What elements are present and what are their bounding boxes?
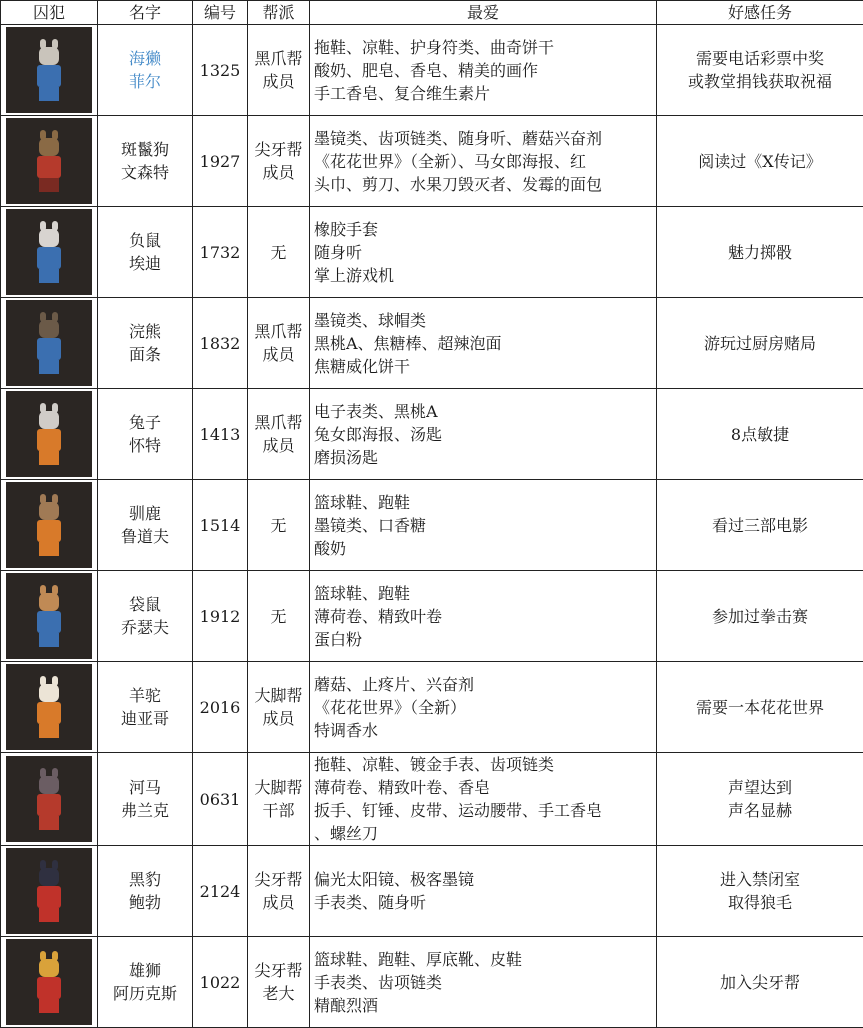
- name-cell: [98, 298, 193, 389]
- name-cell: [98, 571, 193, 662]
- name-cell: [98, 207, 193, 298]
- favorites-cell: [310, 937, 657, 1028]
- quest-cell: [657, 298, 863, 389]
- number-cell: 1514: [193, 480, 248, 571]
- name-line: 迪亚哥: [98, 707, 192, 730]
- favorites-cell: [310, 753, 657, 846]
- favorites-line: 精酿烈酒: [314, 994, 656, 1017]
- favorites-line: 酸奶、肥皂、香皂、精美的画作: [314, 59, 656, 82]
- number-cell: 2016: [193, 662, 248, 753]
- number-cell: 1022: [193, 937, 248, 1028]
- header-row: [1, 1, 863, 25]
- prisoner-cell: [1, 937, 98, 1028]
- hyena-portrait: [6, 118, 92, 204]
- favorites-line: 《花花世界》（全新）: [314, 696, 656, 719]
- portrait-body: [37, 702, 61, 724]
- favorites-line: 墨镜类、口香糖: [314, 514, 656, 537]
- panther-portrait: [6, 848, 92, 934]
- quest-cell: [657, 662, 863, 753]
- favorites-cell: [310, 480, 657, 571]
- quest-line: 声望达到: [657, 776, 863, 799]
- quest-line: 声名显赫: [657, 799, 863, 822]
- quest-cell: [657, 846, 863, 937]
- favorites-line: 手工香皂、复合维生素片: [314, 82, 656, 105]
- portrait-head: [39, 959, 59, 977]
- favorites-line: 随身听: [314, 241, 656, 264]
- quest-cell: [657, 116, 863, 207]
- quest-line: 魅力掷骰: [657, 241, 863, 264]
- favorites-line: 篮球鞋、跑鞋: [314, 582, 656, 605]
- prisoner-cell: [1, 753, 98, 846]
- quest-line: 看过三部电影: [657, 514, 863, 537]
- table-row: [1, 937, 863, 1028]
- header-favorites: 最爱: [310, 1, 657, 25]
- gang-line: 成员: [248, 343, 309, 366]
- portrait-legs: [39, 451, 59, 465]
- portrait-body: [37, 977, 61, 999]
- portrait-legs: [39, 360, 59, 374]
- table-row: [1, 207, 863, 298]
- name-line: 怀特: [98, 434, 192, 457]
- quest-cell: [657, 937, 863, 1028]
- gang-line: 无: [248, 514, 309, 537]
- portrait-body: [37, 429, 61, 451]
- gang-cell: [248, 298, 310, 389]
- favorites-line: 酸奶: [314, 537, 656, 560]
- number-cell: 2124: [193, 846, 248, 937]
- prisoner-cell: [1, 480, 98, 571]
- table-row: [1, 389, 863, 480]
- favorites-line: 偏光太阳镜、极客墨镜: [314, 868, 656, 891]
- name-line: 鲁道夫: [98, 525, 192, 548]
- opossum-portrait: [6, 209, 92, 295]
- name-cell: [98, 846, 193, 937]
- name-cell: [98, 662, 193, 753]
- gang-line: 大脚帮: [248, 684, 309, 707]
- gang-line: 黑爪帮: [248, 47, 309, 70]
- gang-line: 黑爪帮: [248, 320, 309, 343]
- reindeer-portrait: [6, 482, 92, 568]
- quest-line: 阅读过《X传记》: [657, 150, 863, 173]
- favorites-line: 蛋白粉: [314, 628, 656, 651]
- prisoner-cell: [1, 298, 98, 389]
- name-line: 浣熊: [98, 320, 192, 343]
- favorites-line: 墨镜类、球帽类: [314, 309, 656, 332]
- portrait-head: [39, 411, 59, 429]
- name-line: 面条: [98, 343, 192, 366]
- gang-line: 大脚帮: [248, 776, 309, 799]
- number-cell: 1832: [193, 298, 248, 389]
- name-line: 羊驼: [98, 684, 192, 707]
- portrait-legs: [39, 87, 59, 101]
- name-line: 雄狮: [98, 959, 192, 982]
- lion-portrait: [6, 939, 92, 1025]
- name-line: 鲍勃: [98, 891, 192, 914]
- table-row: [1, 662, 863, 753]
- quest-line: 或教堂捐钱获取祝福: [657, 70, 863, 93]
- kangaroo-portrait: [6, 573, 92, 659]
- name-line: 黑豹: [98, 868, 192, 891]
- gang-line: 尖牙帮: [248, 959, 309, 982]
- name-line: 河马: [98, 776, 192, 799]
- favorites-line: 篮球鞋、跑鞋: [314, 491, 656, 514]
- number-cell: 1732: [193, 207, 248, 298]
- favorites-line: 篮球鞋、跑鞋、厚底靴、皮鞋: [314, 948, 656, 971]
- name-cell: [98, 389, 193, 480]
- gang-cell: [248, 207, 310, 298]
- table-row: [1, 753, 863, 846]
- name-line: 阿历克斯: [98, 982, 192, 1005]
- quest-line: 8点敏捷: [657, 423, 863, 446]
- portrait-legs: [39, 816, 59, 830]
- gang-cell: [248, 25, 310, 116]
- name-line: 兔子: [98, 411, 192, 434]
- portrait-legs: [39, 999, 59, 1013]
- favorites-line: 薄荷卷、精致叶卷: [314, 605, 656, 628]
- portrait-head: [39, 776, 59, 794]
- portrait-head: [39, 47, 59, 65]
- number-cell: 1927: [193, 116, 248, 207]
- favorites-cell: [310, 846, 657, 937]
- name-cell: [98, 25, 193, 116]
- gang-line: 黑爪帮: [248, 411, 309, 434]
- portrait-legs: [39, 269, 59, 283]
- name-line: 乔瑟夫: [98, 616, 192, 639]
- table-row: [1, 25, 863, 116]
- prisoner-cell: [1, 571, 98, 662]
- favorites-line: 磨损汤匙: [314, 446, 656, 469]
- gang-line: 无: [248, 241, 309, 264]
- favorites-cell: [310, 571, 657, 662]
- favorites-cell: [310, 207, 657, 298]
- portrait-legs: [39, 542, 59, 556]
- quest-line: 游玩过厨房赌局: [657, 332, 863, 355]
- gang-cell: [248, 846, 310, 937]
- favorites-cell: [310, 389, 657, 480]
- favorites-line: 黑桃A、焦糖棒、超辣泡面: [314, 332, 656, 355]
- name-line: 负鼠: [98, 229, 192, 252]
- gang-cell: [248, 937, 310, 1028]
- portrait-legs: [39, 633, 59, 647]
- number-cell: 1912: [193, 571, 248, 662]
- portrait-head: [39, 593, 59, 611]
- portrait-body: [37, 247, 61, 269]
- gang-line: 成员: [248, 70, 309, 93]
- portrait-body: [37, 65, 61, 87]
- prisoner-cell: [1, 662, 98, 753]
- prisoner-cell: [1, 207, 98, 298]
- favorites-line: 头巾、剪刀、水果刀毁灭者、发霉的面包: [314, 173, 656, 196]
- alpaca-portrait: [6, 664, 92, 750]
- quest-line: 进入禁闭室: [657, 868, 863, 891]
- table-row: [1, 298, 863, 389]
- name-line: 海獭: [98, 47, 192, 70]
- quest-cell: [657, 389, 863, 480]
- portrait-body: [37, 886, 61, 908]
- name-cell: [98, 753, 193, 846]
- table-row: [1, 480, 863, 571]
- otter-portrait: [6, 27, 92, 113]
- portrait-head: [39, 684, 59, 702]
- favorites-cell: [310, 298, 657, 389]
- gang-line: 成员: [248, 161, 309, 184]
- name-line: 埃迪: [98, 252, 192, 275]
- quest-cell: [657, 571, 863, 662]
- favorites-cell: [310, 662, 657, 753]
- name-cell: [98, 116, 193, 207]
- portrait-body: [37, 156, 61, 178]
- favorites-line: 蘑菇、止疼片、兴奋剂: [314, 673, 656, 696]
- quest-line: 加入尖牙帮: [657, 971, 863, 994]
- number-cell: 1325: [193, 25, 248, 116]
- portrait-head: [39, 502, 59, 520]
- portrait-body: [37, 338, 61, 360]
- favorites-line: 、螺丝刀: [314, 822, 656, 845]
- rabbit-portrait: [6, 391, 92, 477]
- header-quest: 好感任务: [657, 1, 863, 25]
- gang-cell: [248, 480, 310, 571]
- favorites-cell: [310, 116, 657, 207]
- raccoon-portrait: [6, 300, 92, 386]
- favorites-line: 兔女郎海报、汤匙: [314, 423, 656, 446]
- favorites-line: 焦糖威化饼干: [314, 355, 656, 378]
- gang-line: 成员: [248, 891, 309, 914]
- gang-line: 无: [248, 605, 309, 628]
- number-cell: 0631: [193, 753, 248, 846]
- portrait-legs: [39, 178, 59, 192]
- portrait-head: [39, 320, 59, 338]
- gang-cell: [248, 753, 310, 846]
- table-row: [1, 116, 863, 207]
- portrait-legs: [39, 724, 59, 738]
- name-line: 袋鼠: [98, 593, 192, 616]
- quest-cell: [657, 207, 863, 298]
- quest-line: 需要电话彩票中奖: [657, 47, 863, 70]
- name-line: 菲尔: [98, 70, 192, 93]
- favorites-line: 特调香水: [314, 719, 656, 742]
- prisoner-cell: [1, 389, 98, 480]
- header-name: 名字: [98, 1, 193, 25]
- prisoner-cell: [1, 25, 98, 116]
- header-prisoner: 囚犯: [1, 1, 98, 25]
- favorites-line: 电子表类、黑桃A: [314, 400, 656, 423]
- favorites-line: 橡胶手套: [314, 218, 656, 241]
- portrait-legs: [39, 908, 59, 922]
- table-row: [1, 846, 863, 937]
- portrait-body: [37, 794, 61, 816]
- portrait-head: [39, 868, 59, 886]
- gang-cell: [248, 389, 310, 480]
- gang-cell: [248, 662, 310, 753]
- portrait-body: [37, 520, 61, 542]
- name-cell: [98, 480, 193, 571]
- quest-line: 参加过拳击赛: [657, 605, 863, 628]
- gang-line: 干部: [248, 799, 309, 822]
- favorites-line: 掌上游戏机: [314, 264, 656, 287]
- favorites-line: 拖鞋、凉鞋、护身符类、曲奇饼干: [314, 36, 656, 59]
- number-cell: 1413: [193, 389, 248, 480]
- quest-line: 取得狼毛: [657, 891, 863, 914]
- favorites-line: 手表类、齿项链类: [314, 971, 656, 994]
- gang-cell: [248, 571, 310, 662]
- favorites-line: 扳手、钉锤、皮带、运动腰带、手工香皂: [314, 799, 656, 822]
- quest-cell: [657, 480, 863, 571]
- portrait-body: [37, 611, 61, 633]
- favorites-line: 拖鞋、凉鞋、镀金手表、齿项链类: [314, 753, 656, 776]
- name-line: 斑鬣狗: [98, 138, 192, 161]
- quest-cell: [657, 25, 863, 116]
- favorites-line: 薄荷卷、精致叶卷、香皂: [314, 776, 656, 799]
- quest-line: 需要一本花花世界: [657, 696, 863, 719]
- favorites-line: 手表类、随身听: [314, 891, 656, 914]
- table-row: [1, 571, 863, 662]
- gang-line: 成员: [248, 434, 309, 457]
- prisoner-cell: [1, 116, 98, 207]
- gang-line: 成员: [248, 707, 309, 730]
- favorites-line: 墨镜类、齿项链类、随身听、蘑菇兴奋剂: [314, 127, 656, 150]
- quest-cell: [657, 753, 863, 846]
- favorites-cell: [310, 25, 657, 116]
- name-line: 文森特: [98, 161, 192, 184]
- name-line: 驯鹿: [98, 502, 192, 525]
- gang-line: 老大: [248, 982, 309, 1005]
- gang-line: 尖牙帮: [248, 138, 309, 161]
- hippo-portrait: [6, 756, 92, 842]
- name-line: 弗兰克: [98, 799, 192, 822]
- portrait-head: [39, 229, 59, 247]
- prisoner-cell: [1, 846, 98, 937]
- header-gang: 帮派: [248, 1, 310, 25]
- name-cell: [98, 937, 193, 1028]
- portrait-head: [39, 138, 59, 156]
- gang-line: 尖牙帮: [248, 868, 309, 891]
- header-number: 编号: [193, 1, 248, 25]
- favorites-line: 《花花世界》（全新）、马女郎海报、红: [314, 150, 656, 173]
- gang-cell: [248, 116, 310, 207]
